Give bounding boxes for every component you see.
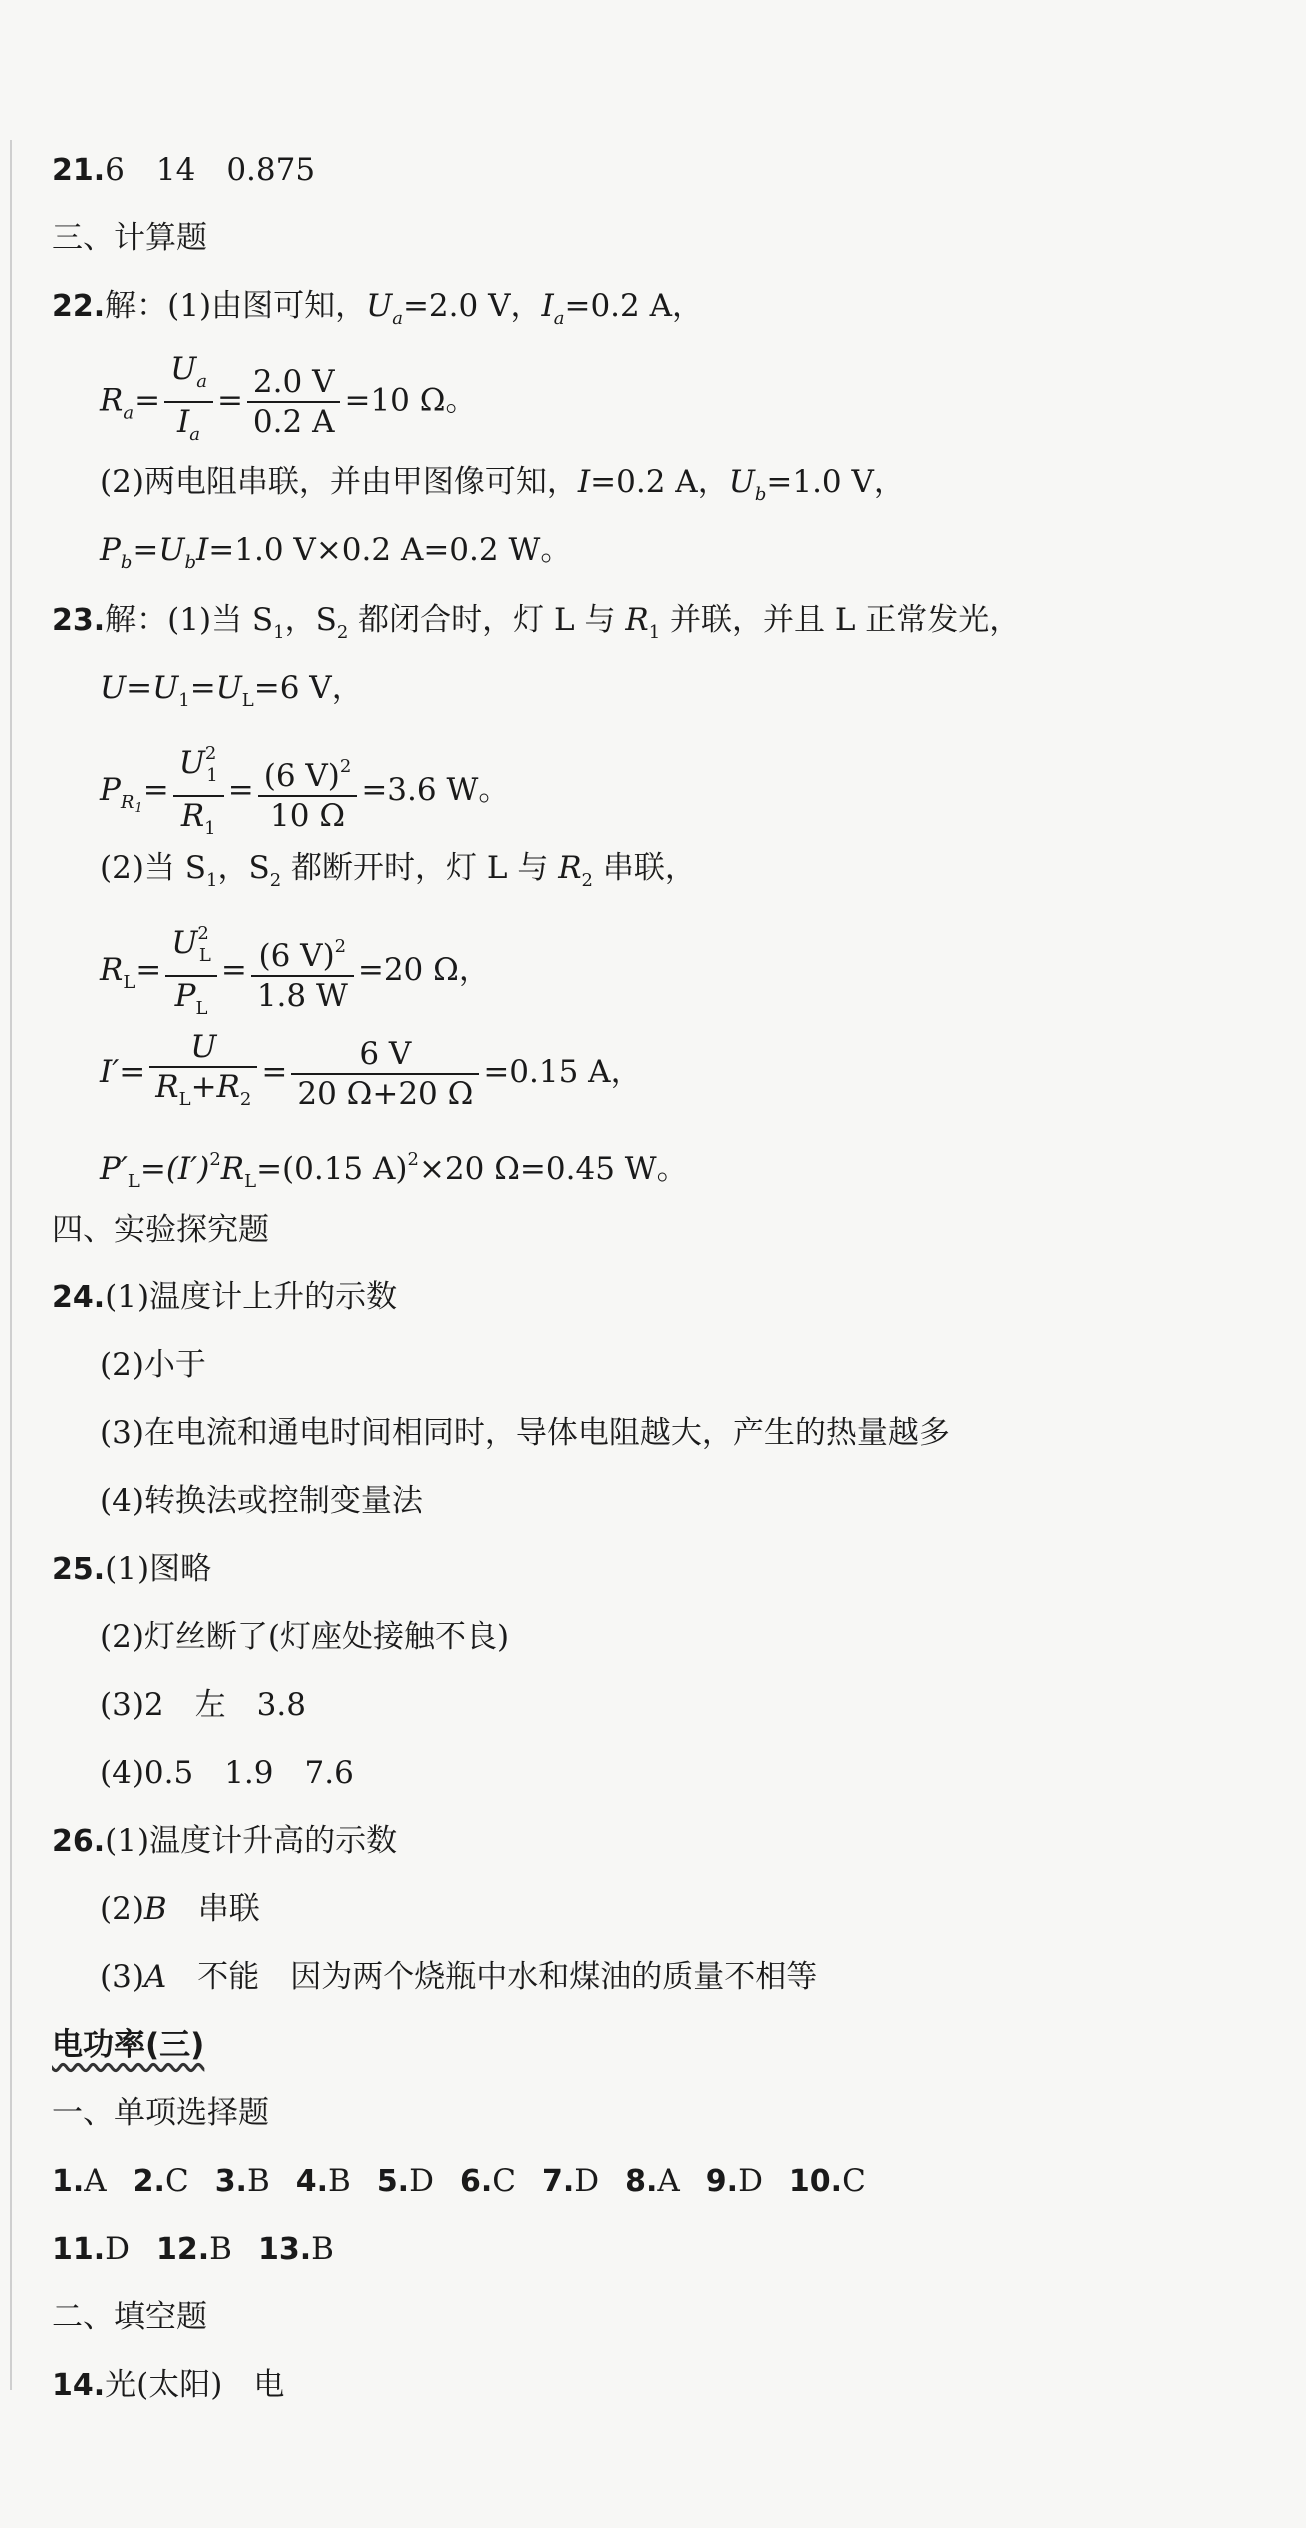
- answer-24-line-2: (2)小于: [100, 1347, 206, 1383]
- answer-25-line-2: (2)灯丝断了(灯座处接触不良): [100, 1619, 510, 1655]
- mc-choice: C: [492, 2163, 516, 2199]
- margin-rule: [10, 140, 12, 2390]
- answer-23-line-4: (2)当 $S_1$，$S_2$ 都断开时，灯 L 与 $R_2$ 串联，: [100, 850, 696, 891]
- mc-number: 1.: [52, 2164, 85, 2199]
- answer-25-line-3: (3)2 左 3.8: [100, 1687, 306, 1723]
- mc-answers-row-2: [52, 2229, 360, 2270]
- mc-choice: D: [738, 2163, 763, 2199]
- mc-number: 9.: [705, 2164, 739, 2199]
- mc-choice: B: [328, 2163, 351, 2199]
- mc-answer: [706, 2161, 763, 2202]
- unit-title: 电功率(三): [52, 2027, 205, 2063]
- mc-answer: [377, 2161, 434, 2202]
- answer-23-rl-formula: $R_L=$ $\frac{U^2_L}{P_L}$ = $\frac{(6 V)^2}{1.8 W}$ =20 Ω，: [100, 915, 490, 1028]
- mc-choice: A: [657, 2163, 680, 2199]
- fraction: $\frac{U^2_1}{R_1}$: [173, 735, 224, 848]
- answer-25-line-1: 25.(1)图略: [52, 1551, 212, 1587]
- fraction: $\frac{2.0 V}{0.2 A}$: [247, 363, 341, 441]
- section-heading-3: 三、计算题: [52, 220, 207, 256]
- mc-choice: D: [574, 2163, 600, 2199]
- fraction: $\frac{6 V}{20 \Omega+20 \Omega}$: [291, 1035, 479, 1113]
- mc-number: 10.: [788, 2164, 843, 2199]
- mc-answer: [52, 2161, 107, 2202]
- mc-answer: [215, 2161, 270, 2202]
- fraction: $\frac{U}{R_L+R_2}$: [149, 1028, 257, 1119]
- mc-answer: [258, 2229, 334, 2270]
- answer-25-line-4: (4)0.5 1.9 7.6: [100, 1755, 354, 1791]
- answer-24-line-1: 24.(1)温度计上升的示数: [52, 1279, 398, 1315]
- mc-answers-row-1: [52, 2161, 892, 2202]
- answer-22-line-4: $P_b=U_bI=1.0$ V×0.2 A=0.2 W。: [100, 532, 572, 573]
- mc-number: 5.: [376, 2164, 410, 2199]
- mc-number: 12.: [156, 2232, 210, 2267]
- fraction: $\frac{U_a}{I_a}$: [164, 350, 213, 454]
- mc-choice: A: [84, 2163, 107, 2199]
- answer-23-p-r1-formula: $P_{R_1}=$ $\frac{U^2_1}{R_1}$ = $\frac{(6 V)^2}{10 \Omega}$ =3.6 W。: [100, 735, 509, 849]
- mc-number: 4.: [295, 2164, 329, 2199]
- fraction: $\frac{(6 V)^2}{1.8 W}$: [251, 928, 354, 1015]
- answer-23-current-formula: I′= $\frac{U}{R_L+R_2}$ = $\frac{6 V}{20 \Omega+20 \Omega}$ =0.15 A，: [100, 1028, 642, 1119]
- mc-answer: [542, 2161, 599, 2202]
- answer-22-ra-formula: $R_a=$ $\frac{U_a}{I_a}$ = $\frac{2.0 V}{0.2 A}$ =10 Ω。: [100, 350, 476, 454]
- section-heading-2: 二、填空题: [52, 2299, 207, 2335]
- mc-answer: [789, 2161, 866, 2202]
- fraction: $\frac{U^2_L}{P_L}$: [165, 915, 217, 1028]
- answer-23-line-2: $U=U_1=U_L=6$ V，: [100, 670, 363, 711]
- mc-choice: C: [842, 2163, 866, 2199]
- answer-22-line-3: (2)两电阻串联，并由甲图像可知，I=0.2 A，$U_b=1.0$ V，: [100, 464, 905, 505]
- fraction: $\frac{(6 V)^2}{10 \Omega}$: [258, 748, 358, 835]
- answer-21: 21.6 14 0.875: [52, 152, 316, 188]
- mc-number: 8.: [625, 2164, 658, 2199]
- mc-choice: D: [409, 2163, 434, 2199]
- mc-number: 11.: [52, 2232, 106, 2267]
- mc-answer: [133, 2161, 189, 2202]
- answer-14: 14.光(太阳) 电: [52, 2367, 285, 2403]
- mc-number: 6.: [459, 2164, 493, 2199]
- mc-number: 13.: [257, 2232, 312, 2267]
- mc-choice: B: [311, 2231, 334, 2267]
- mc-choice: B: [246, 2163, 270, 2199]
- section-heading-1: 一、单项选择题: [52, 2095, 269, 2131]
- answer-23-line-7: $P'_L=(I')^2R_L=(0.15$ A)$^2$×20 Ω=0.45 W。: [100, 1149, 688, 1192]
- mc-answer: [625, 2161, 680, 2202]
- answer-24-line-3: (3)在电流和通电时间相同时，导体电阻越大，产生的热量越多: [100, 1415, 950, 1451]
- mc-answer: [52, 2229, 130, 2270]
- answer-26-line-2: (2)B 串联: [100, 1891, 260, 1927]
- mc-answer: [156, 2229, 232, 2270]
- answer-24-line-4: (4)转换法或控制变量法: [100, 1483, 423, 1519]
- answer-26-line-3: (3)A 不能 因为两个烧瓶中水和煤油的质量不相等: [100, 1959, 818, 1995]
- section-heading-4: 四、实验探究题: [52, 1212, 269, 1248]
- mc-number: 3.: [214, 2164, 247, 2199]
- mc-number: 2.: [132, 2164, 165, 2199]
- answer-23-line-1: 23.解：(1)当 $S_1$，$S_2$ 都闭合时，灯 L 与 $R_1$ 并联，并且 L 正常发光，: [52, 602, 1021, 643]
- mc-number: 7.: [541, 2164, 575, 2199]
- answer-26-line-1: 26.(1)温度计升高的示数: [52, 1823, 398, 1859]
- answer-22-line-1: 22.解：(1)由图可知，$U_a=2.0$ V，$I_a=0.2$ A，: [52, 288, 703, 329]
- mc-choice: B: [209, 2231, 232, 2267]
- mc-answer: [460, 2161, 516, 2202]
- mc-choice: C: [164, 2163, 189, 2199]
- mc-answer: [296, 2161, 351, 2202]
- mc-choice: D: [105, 2231, 131, 2267]
